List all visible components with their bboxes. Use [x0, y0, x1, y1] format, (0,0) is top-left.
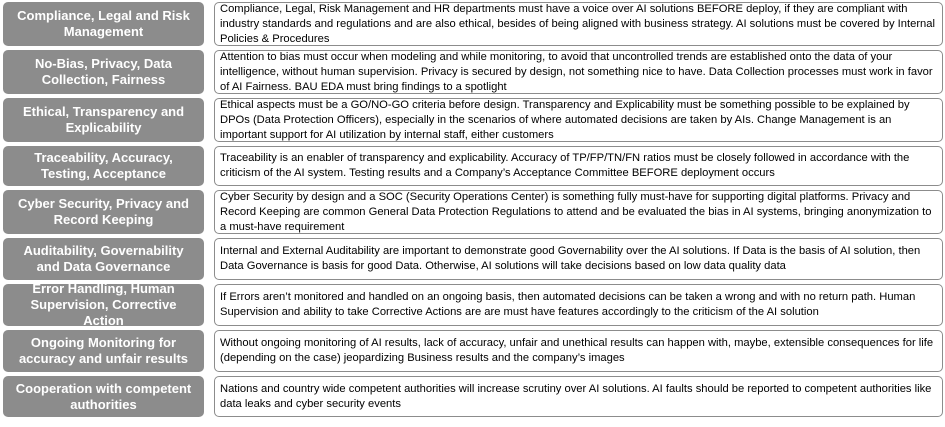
row-description: Traceability is an enabler of transparency and explicability. Accuracy of TP/FP/TN/FN ratios must be closely followed in accordance with the criticism of the AI system. Testing results and a Company’s Acceptance Committee BEFORE deployment occurs — [214, 146, 943, 186]
table-row — [3, 281, 943, 328]
row-description: Nations and country wide competent authorities will increase scrutiny over AI solutions. AI faults should be reported to competent authorities like data leaks and cyber security events — [214, 376, 943, 417]
table-row — [3, 330, 943, 372]
row-description: If Errors aren’t monitored and handled on an ongoing basis, then automated decisions can be taken a wrong and with no return path. Human Supervision and ability to take Corrective Actions are are must have features accordingly to the criticism of the AI solution — [214, 284, 943, 326]
row-label: Traceability, Accuracy, Testing, Acceptance — [3, 146, 204, 186]
row-description: Ethical aspects must be a GO/NO-GO criteria before design. Transparency and Explicability must be something possible to be explained by DPOs (Data Protection Officers), especially in the scenarios of where automated decisions are taken by AIs. Change Management is an important support for AI utilization by internal staff, either customers — [214, 98, 943, 142]
row-label: Cyber Security, Privacy and Record Keeping — [3, 190, 204, 234]
row-label: Ethical, Transparency and Explicability — [3, 98, 204, 142]
row-label: Compliance, Legal and Risk Management — [3, 2, 204, 46]
table-row — [3, 376, 943, 417]
table-row — [3, 2, 943, 46]
row-description: Attention to bias must occur when modeling and while monitoring, to avoid that uncontrolled trends are established onto the data of your intelligence, without human supervision. Privacy is secured by design, not something nice to have. Data Collection processes must work in favor of AI Fairness. BAU EDA must bring findings to a spotlight — [214, 50, 943, 94]
table-row — [3, 50, 943, 94]
table-row — [3, 190, 943, 234]
row-label: Cooperation with competent authorities — [3, 376, 204, 417]
row-label: Error Handling, Human Supervision, Corrective Action — [3, 284, 204, 326]
table-row — [3, 238, 943, 280]
row-label: Ongoing Monitoring for accuracy and unfair results — [3, 330, 204, 372]
row-description: Without ongoing monitoring of AI results, lack of accuracy, unfair and unethical results can happen with, maybe, extensible consequences for life (depending on the case) jeopardizing Business results and the company’s images — [214, 330, 943, 372]
table-row — [3, 98, 943, 142]
row-description: Internal and External Auditability are important to demonstrate good Governability over the AI solutions. If Data is the basis of AI solution, then Data Governance is basis for good Data. Otherwise, AI solutions will take decisions based on low data quality data — [214, 238, 943, 280]
row-description: Cyber Security by design and a SOC (Security Operations Center) is something fully must-have for supporting digital platforms. Privacy and Record Keeping are common General Data Protection Regulations to attend and be evaluated the bias in AI systems, bringing anonymization to a must-have requirement — [214, 190, 943, 234]
row-label: Auditability, Governability and Data Governance — [3, 238, 204, 280]
row-label: No-Bias, Privacy, Data Collection, Fairness — [3, 50, 204, 94]
table-row — [3, 146, 943, 186]
row-description: Compliance, Legal, Risk Management and HR departments must have a voice over AI solutions BEFORE deploy, if they are compliant with industry standards and regulations and are also ethical, besides of being aligned with business strategy. AI solutions must be covered by Internal Policies & Procedures — [214, 2, 943, 46]
